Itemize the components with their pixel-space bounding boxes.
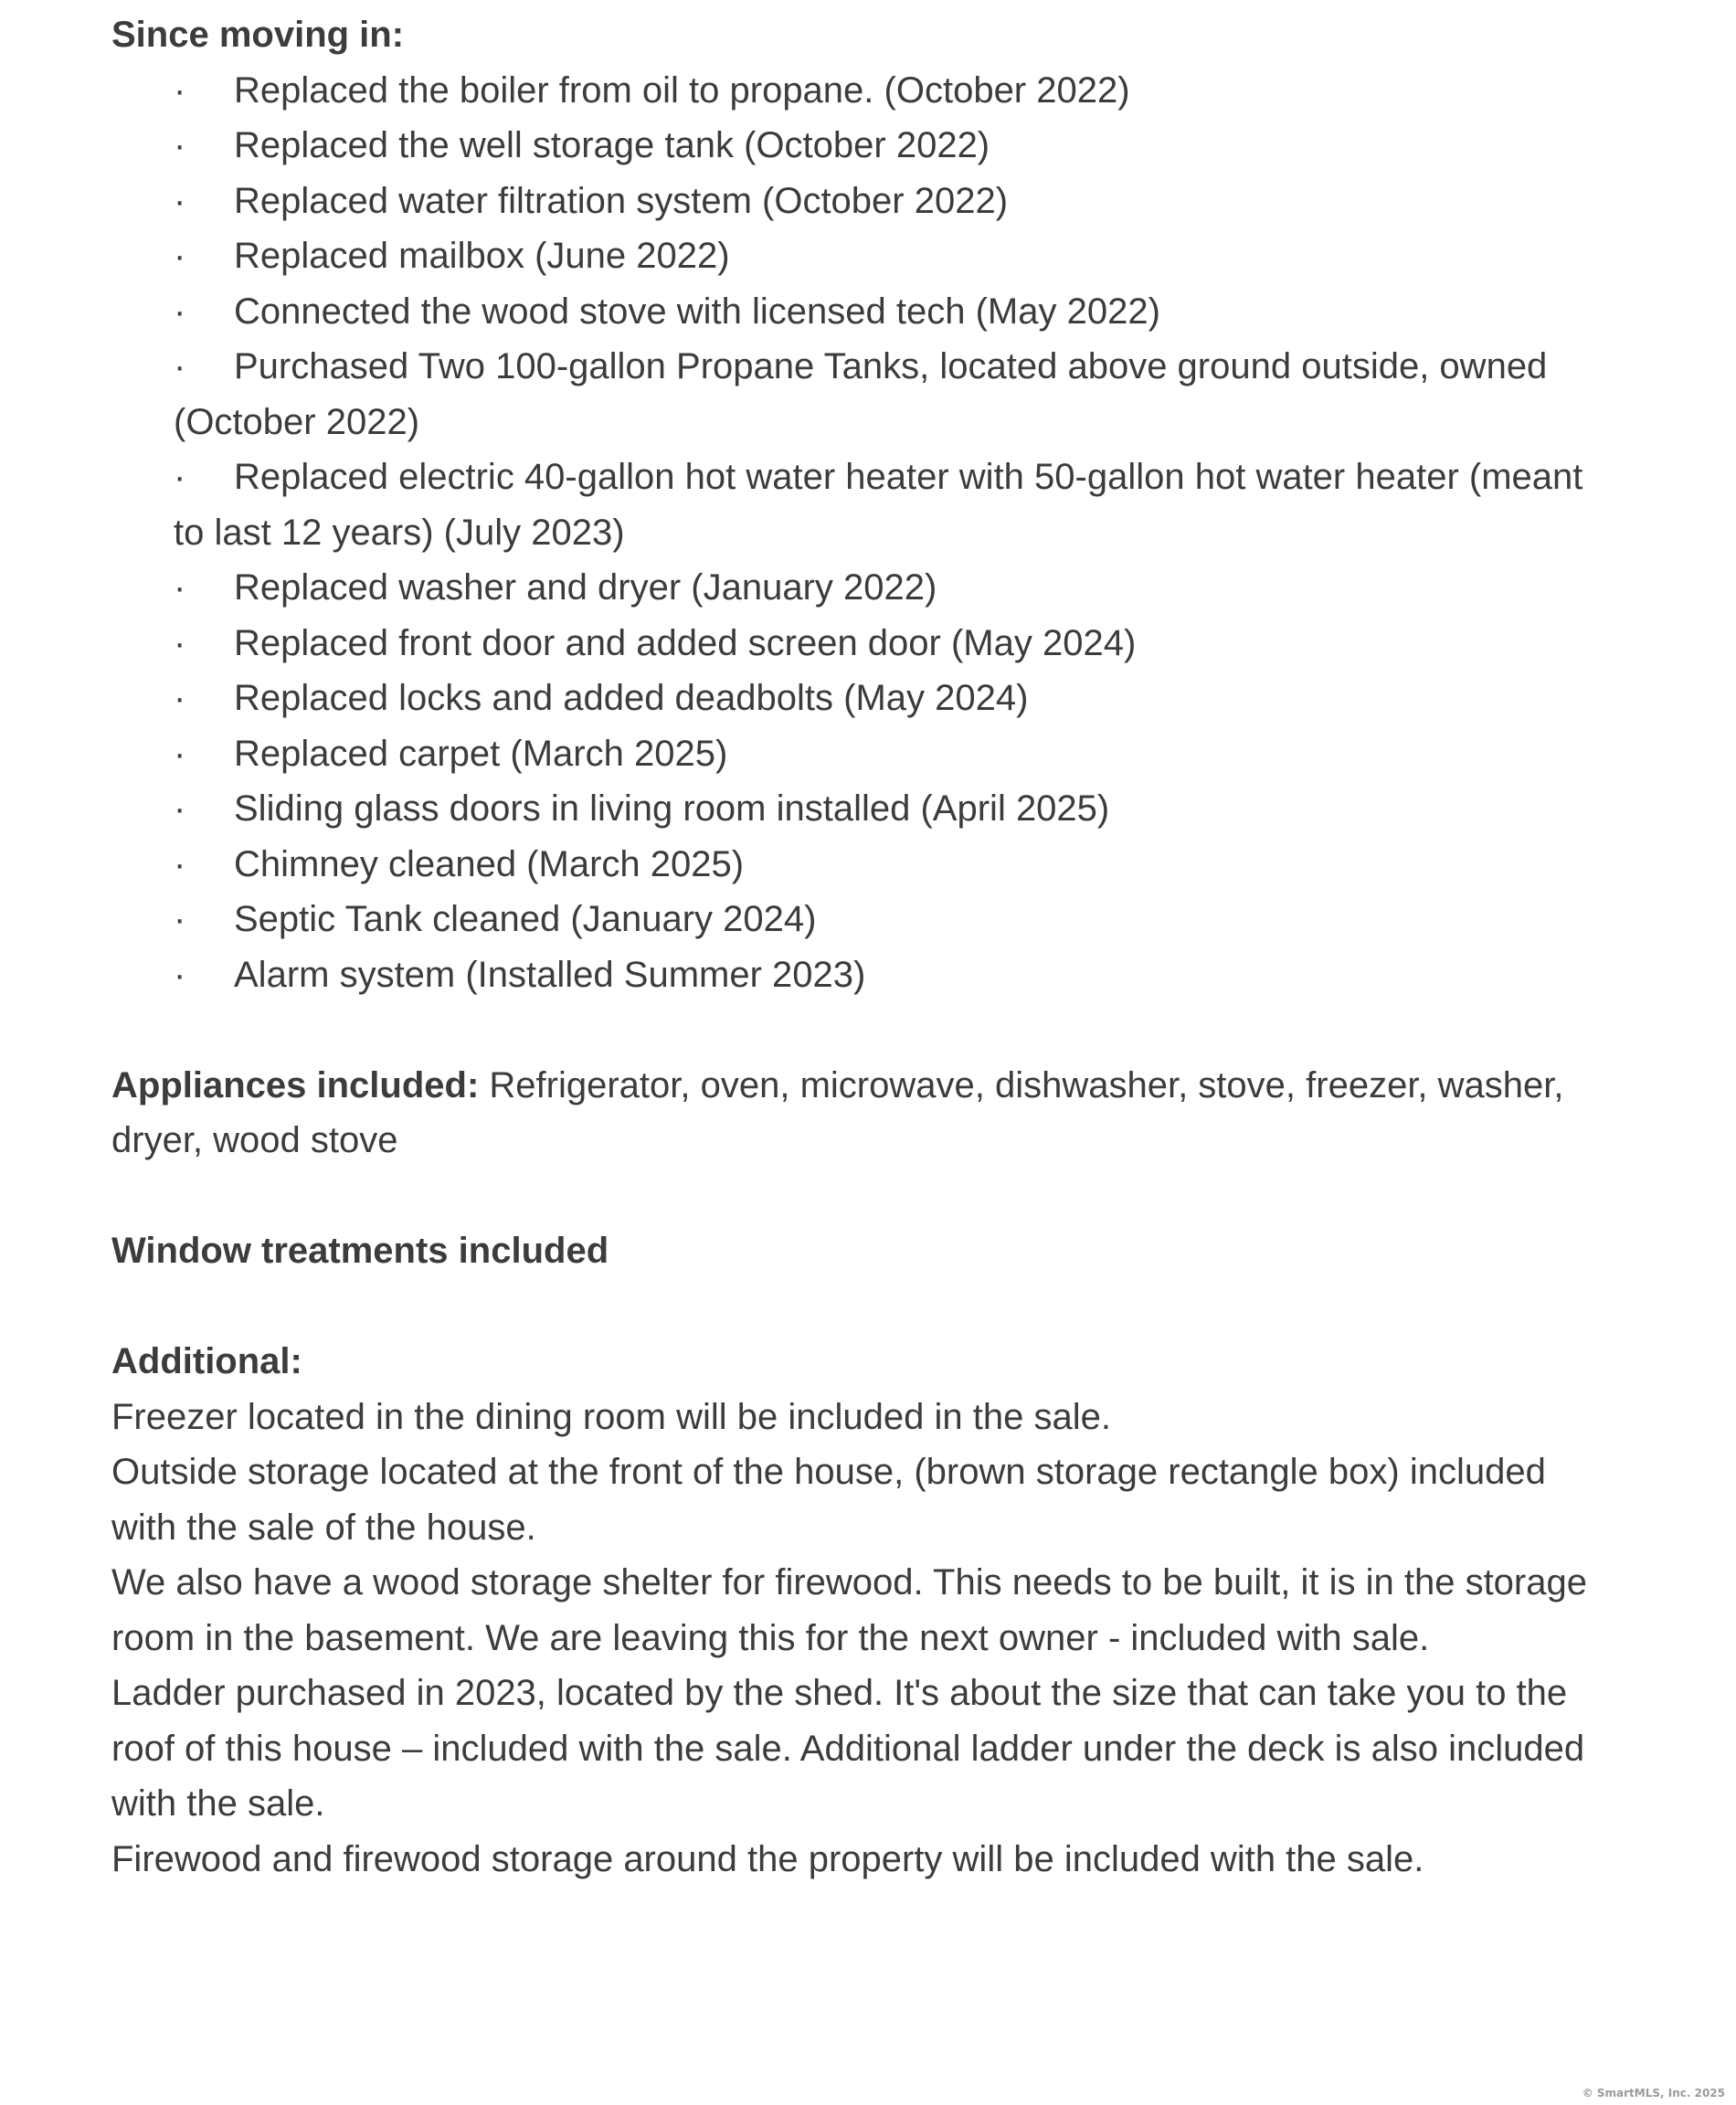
list-item xyxy=(174,560,1610,616)
bullet-dot-icon: · xyxy=(174,567,186,608)
bullet-dot-icon: · xyxy=(174,678,186,718)
additional-paragraph: Firewood and firewood storage around the property will be included with the sale. xyxy=(111,1838,1424,1879)
spacer xyxy=(111,1279,1610,1335)
appliances-paragraph xyxy=(111,1058,1610,1169)
list-item xyxy=(174,339,1610,450)
additional-paragraph: Freezer located in the dining room will be included in the sale. xyxy=(111,1396,1111,1437)
bullet-dot-icon: · xyxy=(174,954,186,995)
listing-description xyxy=(111,7,1610,1887)
list-item xyxy=(174,726,1610,782)
spacer xyxy=(111,1169,1610,1224)
bullet-dot-icon: · xyxy=(174,291,186,332)
bullet-dot-icon: · xyxy=(174,180,186,221)
list-item-text: Replaced front door and added screen door (May 2024) xyxy=(234,622,1137,663)
additional-heading: Additional: xyxy=(111,1341,302,1381)
list-item xyxy=(174,892,1610,947)
list-item-text: Alarm system (Installed Summer 2023) xyxy=(234,954,866,995)
bullet-dot-icon: · xyxy=(174,843,186,884)
list-item xyxy=(174,947,1610,1003)
list-item-text: Connected the wood stove with licensed tech (May 2022) xyxy=(234,291,1160,332)
list-item-text: Replaced carpet (March 2025) xyxy=(234,733,728,774)
list-item xyxy=(174,118,1610,174)
list-item-text: Sliding glass doors in living room installed (April 2025) xyxy=(234,788,1110,829)
bullet-dot-icon: · xyxy=(174,69,186,111)
list-item-text: Chimney cleaned (March 2025) xyxy=(234,843,745,884)
additional-paragraph: Outside storage located at the front of the house, (brown storage rectangle box) included with the sale of the house. xyxy=(111,1452,1546,1548)
bullet-dot-icon: · xyxy=(174,622,186,663)
list-item xyxy=(174,837,1610,893)
appliances-text: Refrigerator, oven, microwave, dishwasher, stove, freezer, washer, dryer, wood stove xyxy=(111,1064,1564,1160)
list-item-text: Replaced water filtration system (October 2022) xyxy=(234,180,1009,221)
list-item xyxy=(174,671,1610,726)
list-item-text: Replaced mailbox (June 2022) xyxy=(234,236,730,276)
list-item-text: Replaced the well storage tank (October 2022) xyxy=(234,125,990,165)
bullet-dot-icon: · xyxy=(174,899,186,939)
since-moving-in-heading: Since moving in: xyxy=(111,15,405,55)
window-treatments-heading: Window treatments included xyxy=(111,1231,609,1271)
list-item xyxy=(174,616,1610,672)
list-item-text: Replaced washer and dryer (January 2022) xyxy=(234,567,937,608)
bullet-dot-icon: · xyxy=(174,788,186,829)
list-item xyxy=(174,450,1610,560)
additional-paragraph: Ladder purchased in 2023, located by the shed. It's about the size that can take you to the roof of this house – included with the sale. Additional ladder under the deck is also included with the sale. xyxy=(111,1673,1585,1824)
additional-paragraph: We also have a wood storage shelter for firewood. This needs to be built, it is in the storage room in the basement. We are leaving this for the next owner - included with sale. xyxy=(111,1562,1587,1658)
list-item-text: Septic Tank cleaned (January 2024) xyxy=(234,899,817,939)
bullet-dot-icon: · xyxy=(174,733,186,774)
list-item-text: Replaced the boiler from oil to propane. (October 2022) xyxy=(234,69,1130,111)
bullet-dot-icon: · xyxy=(174,236,186,276)
list-item xyxy=(174,228,1610,284)
appliances-label: Appliances included: xyxy=(111,1064,480,1105)
spacer xyxy=(111,1002,1610,1058)
list-item-text: Replaced electric 40-gallon hot water heater with 50-gallon hot water heater (meant to last 12 years) (July 2023) xyxy=(174,457,1583,553)
improvements-list xyxy=(111,63,1610,1003)
list-item xyxy=(174,174,1610,229)
list-item xyxy=(174,284,1610,340)
list-item xyxy=(174,781,1610,837)
copyright-footer: © SmartMLS, Inc. 2025 xyxy=(1582,2087,1725,2100)
bullet-dot-icon: · xyxy=(174,346,186,386)
bullet-dot-icon: · xyxy=(174,125,186,165)
bullet-dot-icon: · xyxy=(174,457,186,497)
list-item-text: Replaced locks and added deadbolts (May 2024) xyxy=(234,678,1029,718)
list-item xyxy=(174,63,1610,119)
list-item-text: Purchased Two 100-gallon Propane Tanks, located above ground outside, owned (October 2022) xyxy=(174,346,1548,442)
